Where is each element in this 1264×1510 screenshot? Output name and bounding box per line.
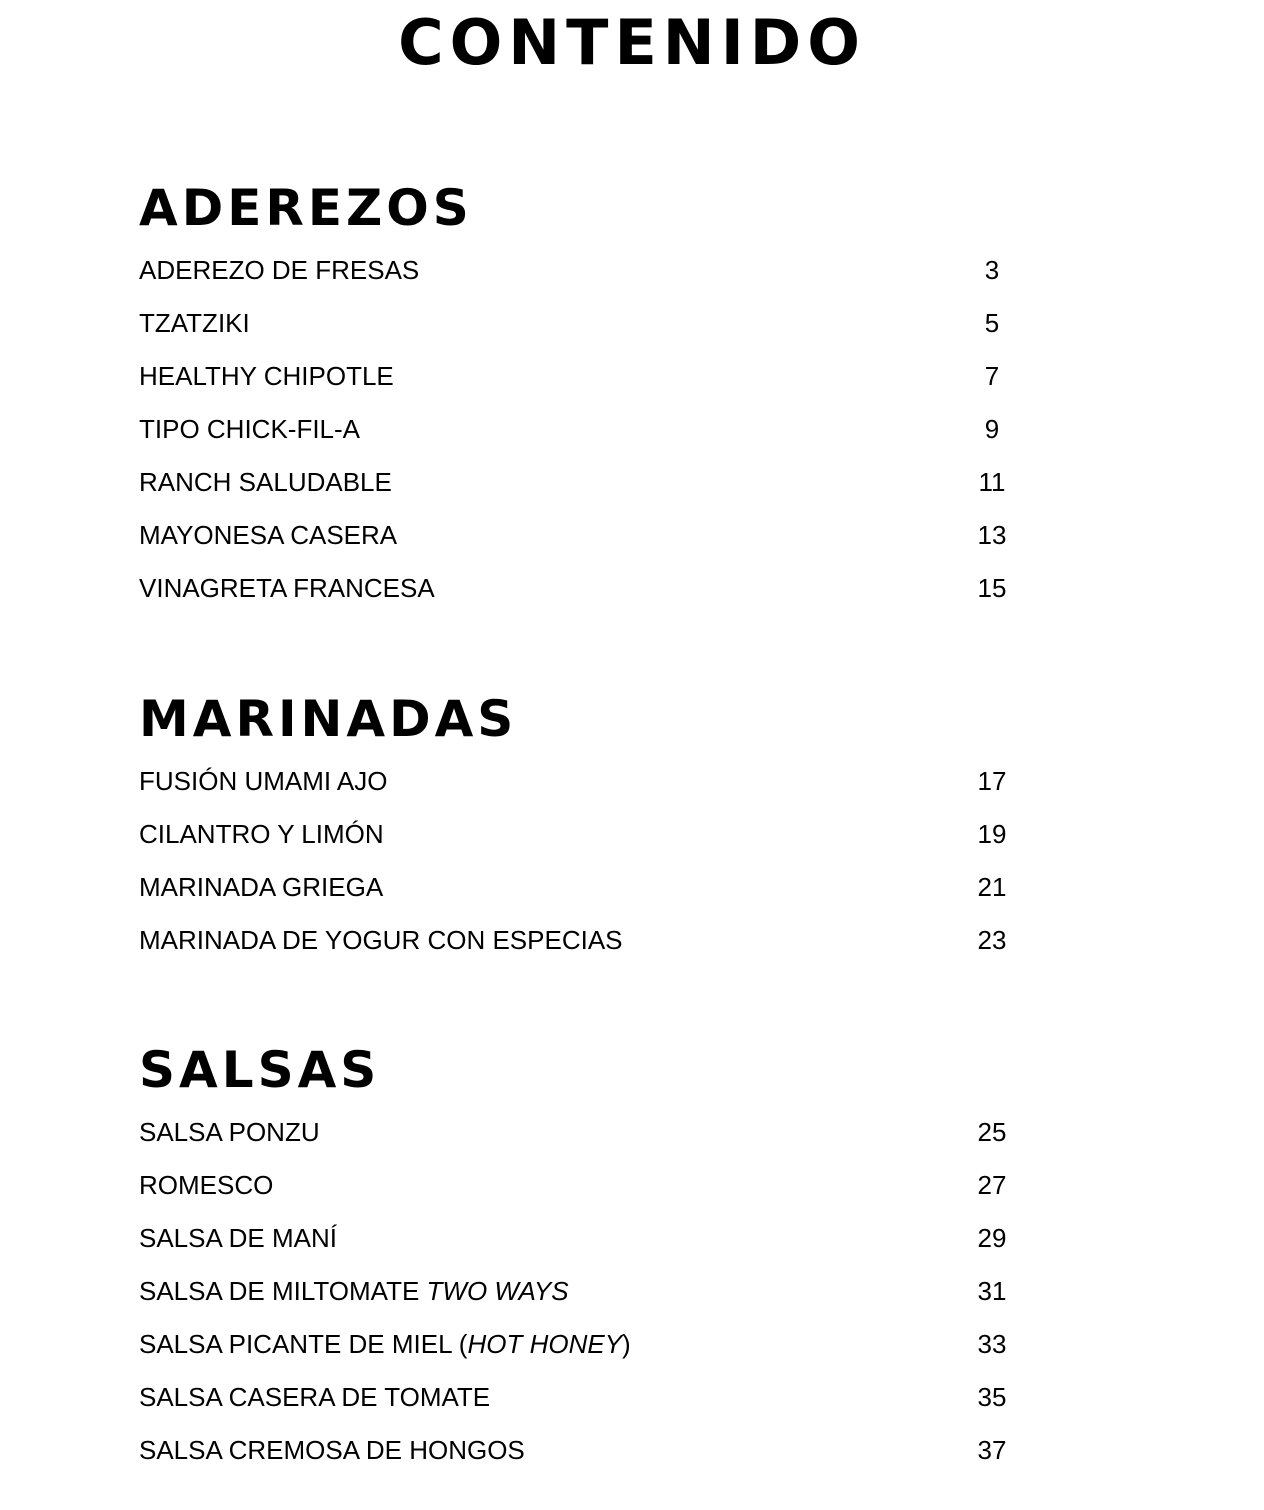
toc-entry-page: 33 bbox=[977, 1329, 1007, 1359]
toc-entry-page: 27 bbox=[977, 1170, 1007, 1200]
toc-entry-title: TZATZIKI bbox=[139, 308, 250, 338]
section-heading: SALSAS bbox=[139, 1041, 381, 1099]
toc-entry-title-main: SALSA DE MILTOMATE bbox=[139, 1276, 427, 1306]
section-marinadas bbox=[139, 691, 1019, 967]
toc-entry-title: RANCH SALUDABLE bbox=[139, 467, 392, 497]
toc-entry-title: FUSIÓN UMAMI AJO bbox=[139, 766, 388, 796]
toc-entry-title: MARINADA DE YOGUR CON ESPECIAS bbox=[139, 925, 623, 955]
toc-entry-page: 3 bbox=[984, 255, 1000, 285]
toc-entry-page: 19 bbox=[977, 819, 1007, 849]
toc-entry[interactable] bbox=[139, 297, 1019, 350]
section-heading: MARINADAS bbox=[139, 690, 518, 748]
toc-entry-page: 11 bbox=[978, 467, 1006, 497]
toc-entry-page: 17 bbox=[977, 766, 1007, 796]
toc-entry-title: SALSA CREMOSA DE HONGOS bbox=[139, 1435, 525, 1465]
toc-entry[interactable] bbox=[139, 509, 1019, 562]
toc-entry-title-italic: HOT HONEY bbox=[467, 1329, 623, 1359]
toc-entry[interactable] bbox=[139, 244, 1019, 297]
toc-entry-title bbox=[139, 1265, 569, 1318]
section-salsas bbox=[139, 1042, 1019, 1477]
toc-entry-title: MARINADA GRIEGA bbox=[139, 872, 384, 902]
page-title: CONTENIDO bbox=[398, 6, 866, 79]
toc-entry[interactable] bbox=[139, 562, 1019, 615]
toc-entry-title: SALSA DE MANÍ bbox=[139, 1223, 337, 1253]
toc-entry-title: HEALTHY CHIPOTLE bbox=[139, 361, 394, 391]
toc-entry-page: 15 bbox=[977, 573, 1007, 603]
toc-entry-title: SALSA CASERA DE TOMATE bbox=[139, 1382, 491, 1412]
toc-entry-title bbox=[139, 1318, 631, 1371]
toc-entry[interactable] bbox=[139, 456, 1019, 509]
section-aderezos bbox=[139, 180, 1019, 615]
toc-list bbox=[139, 755, 1019, 967]
toc-entry[interactable] bbox=[139, 755, 1019, 808]
toc-entry-page: 35 bbox=[977, 1382, 1007, 1412]
toc-entry-page: 21 bbox=[977, 872, 1007, 902]
toc-entry[interactable] bbox=[139, 1371, 1019, 1424]
toc-entry-title: CILANTRO Y LIMÓN bbox=[139, 819, 384, 849]
toc-entry[interactable] bbox=[139, 1159, 1019, 1212]
toc-entry-page: 5 bbox=[984, 308, 1000, 338]
toc-entry-page: 25 bbox=[977, 1117, 1007, 1147]
toc-entry[interactable] bbox=[139, 1424, 1019, 1477]
toc-entry[interactable] bbox=[139, 1212, 1019, 1265]
toc-entry-title-main: SALSA PICANTE DE MIEL ( bbox=[139, 1329, 468, 1359]
toc-entry-page: 13 bbox=[977, 520, 1007, 550]
toc-entry[interactable] bbox=[139, 403, 1019, 456]
toc-entry-title-italic: TWO WAYS bbox=[426, 1276, 569, 1306]
toc-entry-page: 7 bbox=[984, 361, 1000, 391]
toc-list bbox=[139, 1106, 1019, 1477]
toc-entry[interactable] bbox=[139, 350, 1019, 403]
toc-entry-title: SALSA PONZU bbox=[139, 1117, 320, 1147]
toc-entry-page: 29 bbox=[977, 1223, 1007, 1253]
toc-entry[interactable] bbox=[139, 1265, 1019, 1318]
toc-entry-title: ADEREZO DE FRESAS bbox=[139, 255, 420, 285]
toc-entry-page: 37 bbox=[977, 1435, 1007, 1465]
toc-entry-title: TIPO CHICK-FIL-A bbox=[139, 414, 361, 444]
toc-list bbox=[139, 244, 1019, 615]
toc-entry-page: 9 bbox=[984, 414, 1000, 444]
toc-entry[interactable] bbox=[139, 808, 1019, 861]
toc-entry-title-after: ) bbox=[622, 1329, 631, 1359]
toc-entry[interactable] bbox=[139, 1106, 1019, 1159]
toc-entry[interactable] bbox=[139, 861, 1019, 914]
toc-entry[interactable] bbox=[139, 1318, 1019, 1371]
toc-entry-page: 23 bbox=[977, 925, 1007, 955]
section-heading: ADEREZOS bbox=[139, 179, 473, 237]
toc-entry[interactable] bbox=[139, 914, 1019, 967]
toc-entry-title: ROMESCO bbox=[139, 1170, 274, 1200]
toc-entry-title: MAYONESA CASERA bbox=[139, 520, 398, 550]
toc-entry-page: 31 bbox=[977, 1276, 1007, 1306]
toc-entry-title: VINAGRETA FRANCESA bbox=[139, 573, 435, 603]
